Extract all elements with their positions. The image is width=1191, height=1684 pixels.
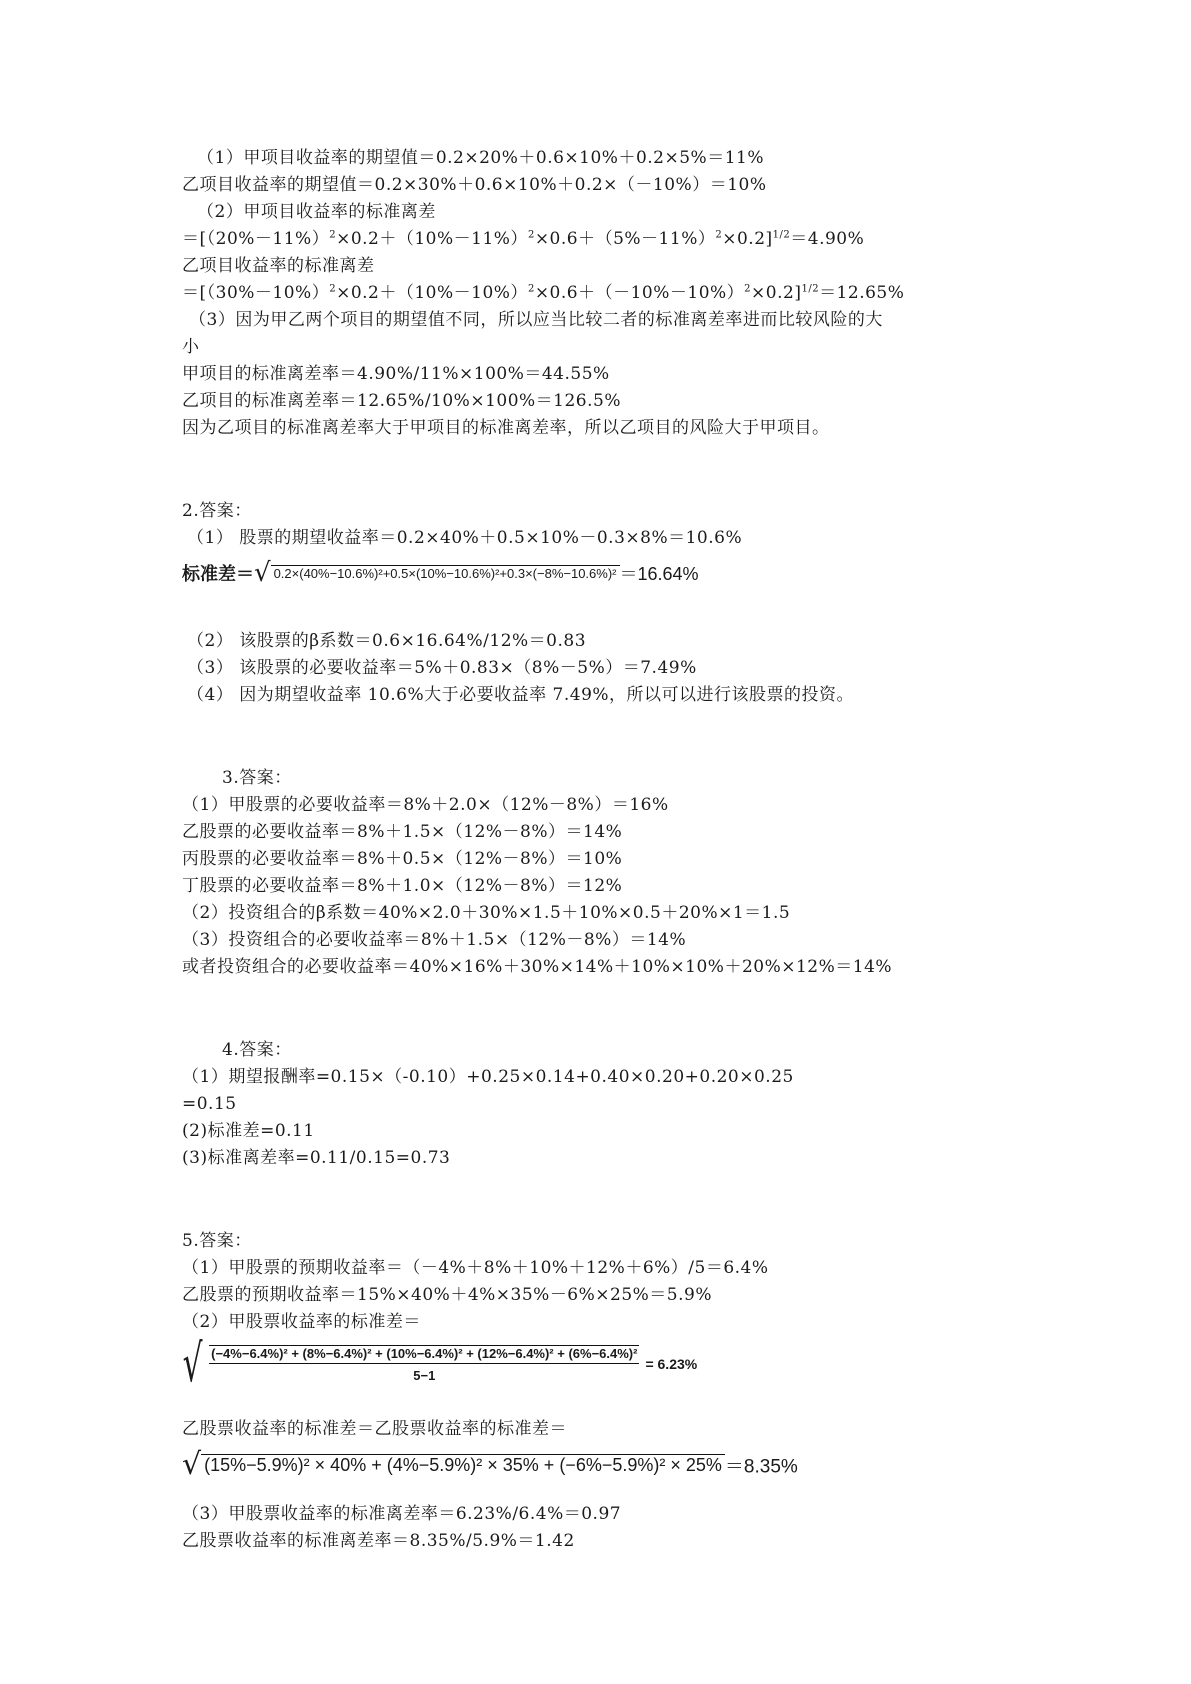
s5-std-formula-2 xyxy=(182,1447,798,1482)
sqrt-icon: √ xyxy=(182,1334,203,1394)
s2-std-radicand: 0.2×(40%−10.6%)²+0.5×(10%−10.6%)²+0.3×(−8%−10.6%)² xyxy=(271,565,620,581)
sup-two: 2 xyxy=(527,229,535,241)
s5-line-3: （2）甲股票收益率的标准差＝ xyxy=(182,1312,421,1332)
s5-sqrt2-result: ＝8.35% xyxy=(724,1456,798,1478)
s1-l6-part-b: ×0.2＋（10%－10%） xyxy=(336,283,528,303)
s1-l6-part-e: ＝12.65% xyxy=(819,283,905,303)
sqrt-icon: √ xyxy=(182,1447,202,1482)
s3-line-5: （2）投资组合的β系数＝40%×2.0＋30%×1.5＋10%×0.5＋20%×1＝1.5 xyxy=(182,903,791,923)
s3-line-6: （3）投资组合的必要收益率＝8%＋1.5×（12%－8%）＝14% xyxy=(182,930,687,950)
s5-frac-result: = 6.23% xyxy=(645,1356,698,1372)
s2-line-1: （1） 股票的期望收益率＝0.2×40%＋0.5×10%－0.3×8%＝10.6% xyxy=(187,528,743,548)
s5-line-4: 乙股票收益率的标准差＝乙股票收益率的标准差＝ xyxy=(182,1419,567,1439)
s5-sqrt2-radicand: (15%−5.9%)² × 40% + (4%−5.9%)² × 35% + (−6%−5.9%)² × 25% xyxy=(201,1454,725,1476)
s2-std-label: 标准差＝ xyxy=(182,564,254,584)
s5-std-formula-1 xyxy=(176,1334,698,1394)
s1-line-3: （2）甲项目收益率的标准离差 xyxy=(197,202,436,222)
s2-line-3: （3） 该股票的必要收益率＝5%＋0.83×（8%－5%）＝7.49% xyxy=(187,658,697,678)
s4-line-4: (3)标准离差率=0.11/0.15=0.73 xyxy=(182,1148,451,1168)
s4-line-3: (2)标准差=0.11 xyxy=(182,1121,315,1141)
s4-title: 4.答案： xyxy=(222,1040,292,1060)
s3-line-2: 乙股票的必要收益率＝8%＋1.5×（12%－8%）＝14% xyxy=(182,822,623,842)
s5-line-2: 乙股票的预期收益率＝15%×40%＋4%×35%－6%×25%＝5.9% xyxy=(182,1285,712,1305)
s1-l6-part-d: ×0.2] xyxy=(751,283,802,303)
sqrt-icon: √ xyxy=(254,558,271,588)
s2-std-formula xyxy=(182,560,699,586)
s3-line-1: （1）甲股票的必要收益率＝8%＋2.0×（12%－8%）＝16% xyxy=(182,795,669,815)
s2-std-result: ＝16.64% xyxy=(619,564,699,584)
s5-title: 5.答案： xyxy=(182,1231,252,1251)
s1-l4-part-b: ×0.2＋（10%－11%） xyxy=(336,229,528,249)
sup-half: 1/2 xyxy=(801,283,820,295)
s5-line-6: 乙股票收益率的标准离差率＝8.35%/5.9%＝1.42 xyxy=(182,1531,575,1551)
sup-two: 2 xyxy=(329,229,337,241)
s5-line-1: （1）甲股票的预期收益率＝（－4%＋8%＋10%＋12%＋6%）/5＝6.4% xyxy=(182,1258,769,1278)
s1-line-10: 乙项目的标准离差率＝12.65%/10%×100%＝126.5% xyxy=(182,391,621,411)
sup-half: 1/2 xyxy=(772,229,791,241)
s1-line-8: 小 xyxy=(182,337,200,357)
s4-line-2: =0.15 xyxy=(182,1094,237,1114)
s1-line-9: 甲项目的标准离差率＝4.90%/11%×100%＝44.55% xyxy=(182,364,610,384)
s1-l4-part-a: ＝[（20%－11%） xyxy=(182,229,330,249)
s1-line-2: 乙项目收益率的期望值＝0.2×30%＋0.6×10%＋0.2×（－10%）＝10% xyxy=(182,175,767,195)
s1-line-7: （3）因为甲乙两个项目的期望值不同，所以应当比较二者的标准离差率进而比较风险的大 xyxy=(189,310,883,330)
s1-l4-part-c: ×0.6＋（5%－11%） xyxy=(534,229,716,249)
s1-line-5: 乙项目收益率的标准离差 xyxy=(182,256,375,276)
s3-title: 3.答案： xyxy=(222,768,292,788)
sup-two: 2 xyxy=(744,283,752,295)
s1-line-1: （1）甲项目收益率的期望值＝0.2×20%＋0.6×10%＋0.2×5%＝11% xyxy=(197,148,764,168)
s1-l6-part-a: ＝[（30%－10%） xyxy=(182,283,330,303)
sup-two: 2 xyxy=(527,283,535,295)
s5-frac-numerator: (−4%−6.4%)² + (8%−6.4%)² + (10%−6.4%)² + (12%−6.4%)² + (6%−6.4%)² xyxy=(209,1346,639,1364)
s1-l4-part-d: ×0.2] xyxy=(722,229,773,249)
s3-line-3: 丙股票的必要收益率＝8%＋0.5×（12%－8%）＝10% xyxy=(182,849,623,869)
s2-line-2: （2） 该股票的β系数＝0.6×16.64%/12%＝0.83 xyxy=(187,631,587,651)
s1-l6-part-c: ×0.6＋（－10%－10%） xyxy=(534,283,745,303)
sup-two: 2 xyxy=(715,229,723,241)
s5-frac-denominator: 5−1 xyxy=(413,1368,436,1383)
s4-line-1: （1）期望报酬率=0.15×（-0.10）+0.25×0.14+0.40×0.20+0.20×0.25 xyxy=(182,1067,794,1087)
s2-title: 2.答案： xyxy=(182,501,252,521)
s1-line-4 xyxy=(182,228,864,250)
s2-line-4: （4） 因为期望收益率 10.6%大于必要收益率 7.49%，所以可以进行该股票的投资。 xyxy=(187,685,855,705)
s1-line-11: 因为乙项目的标准离差率大于甲项目的标准离差率，所以乙项目的风险大于甲项目。 xyxy=(182,418,830,438)
s5-line-5: （3）甲股票收益率的标准离差率＝6.23%/6.4%＝0.97 xyxy=(182,1504,622,1524)
s3-line-7: 或者投资组合的必要收益率＝40%×16%＋30%×14%＋10%×10%＋20%×12%＝14% xyxy=(182,957,893,977)
s5-fraction xyxy=(209,1345,639,1383)
s3-line-4: 丁股票的必要收益率＝8%＋1.0×（12%－8%）＝12% xyxy=(182,876,623,896)
s1-line-6 xyxy=(182,282,904,304)
s1-l4-part-e: ＝4.90% xyxy=(790,229,865,249)
sup-two: 2 xyxy=(329,283,337,295)
